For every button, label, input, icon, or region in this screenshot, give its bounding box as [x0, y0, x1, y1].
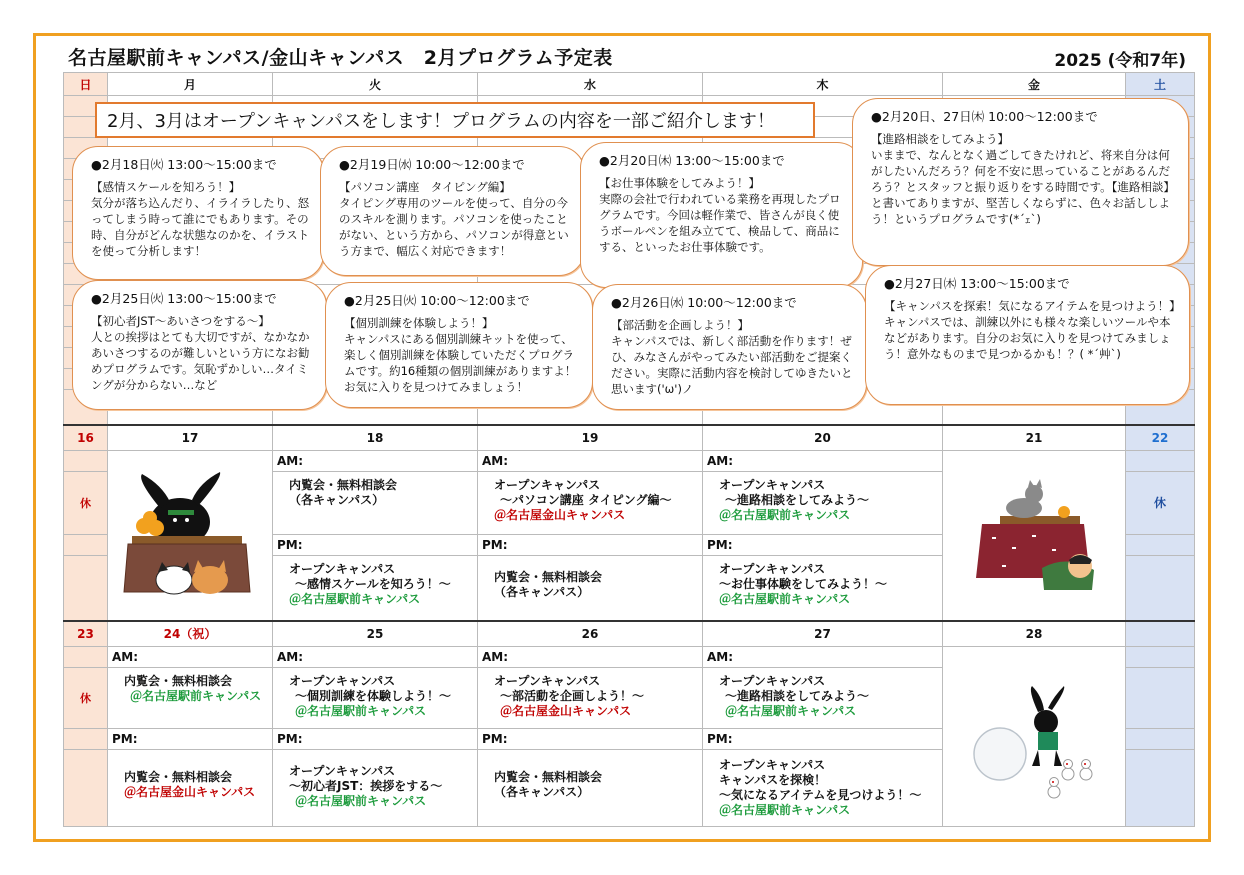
am-label: AM:	[273, 450, 478, 471]
event-0227-am: オープンキャンパス ～進路相談をしてみよう～ ＠名古屋駅前キャンパス	[703, 667, 943, 728]
weekday-sat: 土	[1126, 73, 1195, 96]
am-label: AM:	[703, 646, 943, 667]
pm-label: PM:	[703, 534, 943, 555]
week3-date-row	[64, 425, 1195, 451]
event-0226-am: オープンキャンパス ～部活動を企画しよう！～ ＠名古屋金山キャンパス	[478, 667, 703, 728]
event-0224-am: 内覧会・無料相談会 ＠名古屋駅前キャンパス	[108, 667, 273, 728]
weekday-header-row	[64, 73, 1195, 96]
date-21: 21	[943, 425, 1126, 451]
program-bubble-0219: ●2月19日㈬ 10:00～12:00まで 【パソコン講座 タイピング編】 タイピング専用のツールを使って、自分の今のスキルを測ります。パソコンを使ったことがない、という方から、パソコンが得意という方まで、幅広く対応できます！	[320, 146, 585, 276]
kotatsu-rabbit-illustration	[112, 470, 262, 605]
event-0227-pm: オープンキャンパス キャンパスを探検！ ～気になるアイテムを見つけよう！～ ＠名古屋駅前キャンパス	[703, 749, 943, 826]
weekday-sun: 日	[64, 73, 108, 96]
holiday-label: 休	[64, 667, 108, 728]
event-0219-pm: 内覧会・無料相談会 （各キャンパス）	[478, 555, 703, 621]
date-20: 20	[703, 425, 943, 451]
date-22: 22	[1126, 425, 1195, 451]
weekday-wed: 水	[478, 73, 703, 96]
date-28: 28	[943, 621, 1126, 647]
weekday-fri: 金	[943, 73, 1126, 96]
event-0226-pm: 内覧会・無料相談会 （各キャンパス）	[478, 749, 703, 826]
event-0225-am: オープンキャンパス ～個別訓練を体験しよう！～ ＠名古屋駅前キャンパス	[273, 667, 478, 728]
program-bubble-0220: ●2月20日㈭ 13:00～15:00まで 【お仕事体験をしてみよう！】 実際の会社で行われている業務を再現したプログラムです。今回は軽作業で、皆さんが良く使うボールペンを組み立てて、検品して、商品にする、といったお仕事体験です。	[580, 142, 863, 288]
date-19: 19	[478, 425, 703, 451]
date-25: 25	[273, 621, 478, 647]
pm-label: PM:	[273, 534, 478, 555]
weekday-tue: 火	[273, 73, 478, 96]
pm-label: PM:	[478, 534, 703, 555]
program-bubble-0226: ●2月26日㈬ 10:00～12:00まで 【部活動を企画しよう！】 キャンパスでは、新しく部活動を作ります！ぜひ、みなさんがやってみたい部活動をご提案ください。実際に活動内容を検討してゆきたいと思います('ω')ノ	[592, 284, 867, 410]
holiday-label: 休	[1126, 471, 1195, 534]
event-0219-am: オープンキャンパス ～パソコン講座 タイピング編～ ＠名古屋金山キャンパス	[478, 471, 703, 534]
program-bubble-0227: ●2月27日㈭ 13:00～15:00まで 【キャンパスを探索！気になるアイテムを見つけよう！】 キャンパスでは、訓練以外にも様々な楽しいツールや本などがあります。自分のお気に入りを見つけてみましょう！意外なものまで見つかるかも！？( *´艸`)	[865, 265, 1190, 405]
am-label: AM:	[478, 450, 703, 471]
am-label: AM:	[478, 646, 703, 667]
weekday-thu: 木	[703, 73, 943, 96]
week4-date-row	[64, 621, 1195, 647]
pm-label: PM:	[478, 728, 703, 749]
weekday-mon: 月	[108, 73, 273, 96]
snowman-rabbit-illustration	[968, 682, 1108, 807]
event-0220-am: オープンキャンパス ～進路相談をしてみよう～ ＠名古屋駅前キャンパス	[703, 471, 943, 534]
date-23: 23	[64, 621, 108, 647]
date-16: 16	[64, 425, 108, 451]
event-0224-pm: 内覧会・無料相談会 ＠名古屋金山キャンパス	[108, 749, 273, 826]
kotatsu-boy-cat-illustration	[972, 478, 1102, 598]
year-label: 2025 (令和7年)	[1054, 51, 1186, 71]
program-bubble-0220-0227: ●2月20日、27日㈭ 10:00～12:00まで 【進路相談をしてみよう】 いままで、なんとなく過ごしてきたけれど、将来自分は何がしたいんだろう？何を不安に思っていることがあるんだろう？とスタッフと振り返りをする時間です。【進路相談】と書いてありますが、堅苦しくならずに、色々お話ししよう！というプログラムです(*´ｪ`)	[852, 98, 1189, 266]
date-27: 27	[703, 621, 943, 647]
holiday-label: 休	[64, 471, 108, 534]
pm-label: PM:	[703, 728, 943, 749]
event-0225-pm: オープンキャンパス ～初心者JST：挨拶をする～ ＠名古屋駅前キャンパス	[273, 749, 478, 826]
page-title: 名古屋駅前キャンパス/金山キャンパス 2月プログラム予定表	[68, 47, 613, 69]
event-0220-pm: オープンキャンパス ～お仕事体験をしてみよう！～ ＠名古屋駅前キャンパス	[703, 555, 943, 621]
am-label: AM:	[273, 646, 478, 667]
am-label: AM:	[703, 450, 943, 471]
intro-banner: 2月、3月はオープンキャンパスをします！プログラムの内容を一部ご紹介します！	[95, 102, 815, 138]
program-bubble-0225-am: ●2月25日㈫ 10:00～12:00まで 【個別訓練を体験しよう！】 キャンパスにある個別訓練キットを使って、楽しく個別訓練を体験していただくプログラムです。約16種類の個別訓練がありますよ！お気に入りを見つけてみましょう！	[325, 282, 593, 408]
event-0218-am: 内覧会・無料相談会 （各キャンパス）	[273, 471, 478, 534]
date-26: 26	[478, 621, 703, 647]
program-bubble-0225-pm: ●2月25日㈫ 13:00～15:00まで 【初心者JST～あいさつをする～】 人との挨拶はとても大切ですが、なかなかあいさつするのが難しいという方になお勧めプログラムです。気恥ずかしい…タイミングが分からない…など	[72, 280, 327, 410]
date-18: 18	[273, 425, 478, 451]
pm-label: PM:	[273, 728, 478, 749]
event-0218-pm: オープンキャンパス ～感情スケールを知ろう！～ ＠名古屋駅前キャンパス	[273, 555, 478, 621]
program-bubble-0218: ●2月18日㈫ 13:00～15:00まで 【感情スケールを知ろう！】 気分が落ち込んだり、イライラしたり、怒ってしまう時って誰にでもあります。その時、自分がどんな状態なのかを、イラストを使って分析します！	[72, 146, 324, 280]
date-24: 24（祝）	[108, 621, 273, 647]
am-label: AM:	[108, 646, 273, 667]
pm-label: PM:	[108, 728, 273, 749]
date-17: 17	[108, 425, 273, 451]
